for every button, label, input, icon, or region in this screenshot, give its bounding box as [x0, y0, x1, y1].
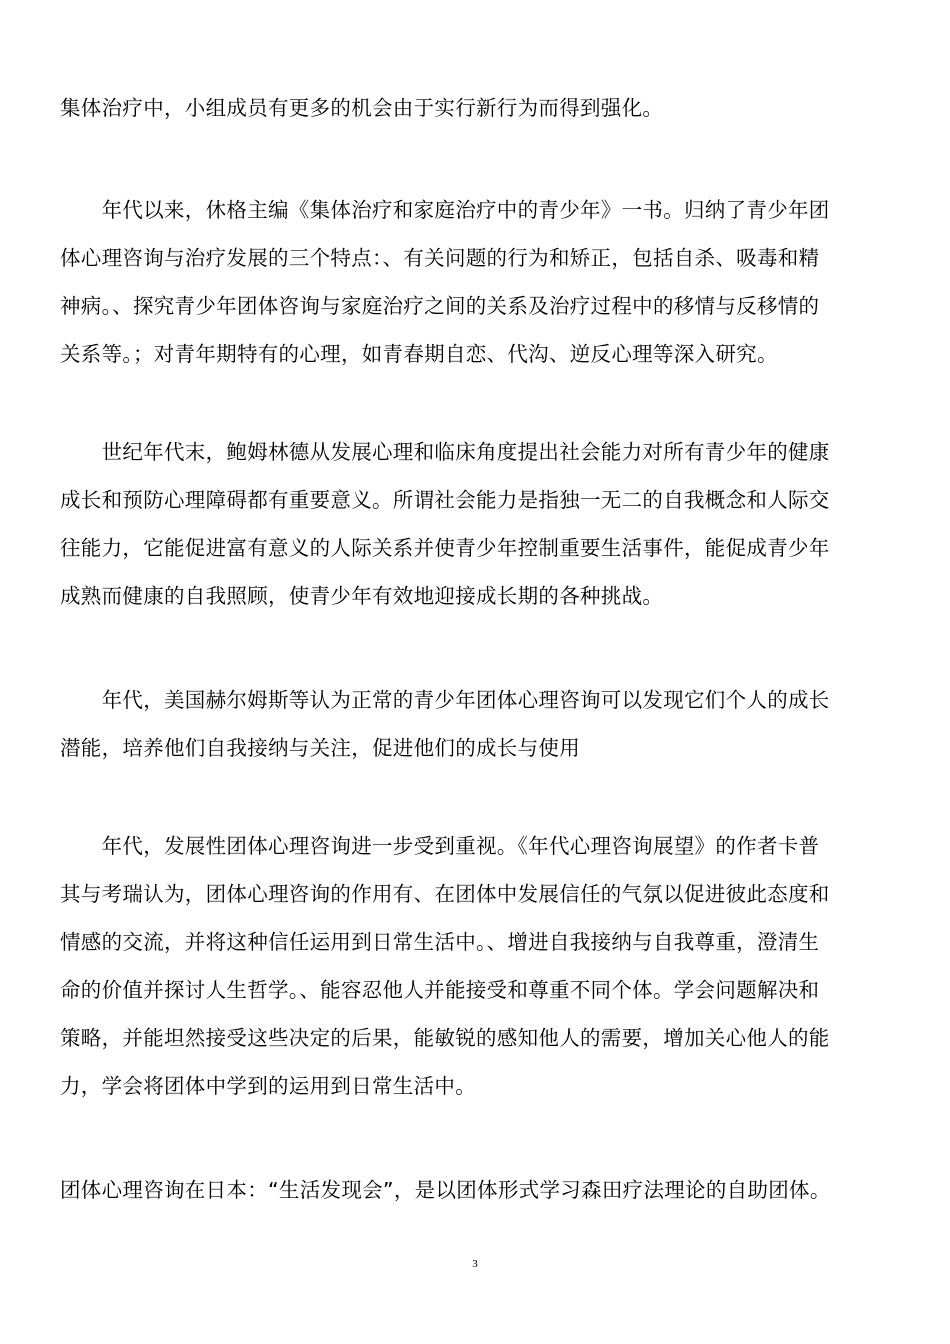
page-number: 3	[472, 1258, 478, 1270]
paragraph-6	[60, 1166, 900, 1214]
paragraph-2	[60, 186, 900, 378]
text-line: 集体治疗中，小组成员有更多的机会由于实行新行为而得到强化。	[60, 96, 664, 120]
text-line: 潜能，培养他们自我接纳与关注，促进他们的成长与使用	[60, 736, 580, 760]
text-line: 成熟而健康的自我照顾，使青少年有效地迎接成长期的各种挑战。	[60, 584, 664, 608]
paragraph-1	[60, 84, 900, 132]
text-line: 世纪年代末，鲍姆林德从发展心理和临床角度提出社会能力对所有青少年的健康	[60, 440, 830, 464]
paragraph-4	[60, 676, 900, 772]
text-line: 力，学会将团体中学到的运用到日常生活中。	[60, 1074, 476, 1098]
paragraph-3	[60, 428, 900, 620]
text-line: 关系等。；对青年期特有的心理，如青春期自恋、代沟、逆反心理等深入研究。	[60, 342, 778, 366]
text-line: 命的价值并探讨人生哲学。、能容忍他人并能接受和尊重不同个体。学会问题解决和	[60, 978, 820, 1002]
text-line: 往能力，它能促进富有意义的人际关系并使青少年控制重要生活事件，能促成青少年	[60, 536, 830, 560]
text-line: 策略，并能坦然接受这些决定的后果，能敏锐的感知他人的需要，增加关心他人的能	[60, 1026, 830, 1050]
text-line: 神病。、探究青少年团体咨询与家庭治疗之间的关系及治疗过程中的移情与反移情的	[60, 294, 820, 318]
text-line: 其与考瑞认为，团体心理咨询的作用有、在团体中发展信任的气氛以促进彼此态度和	[60, 882, 830, 906]
text-line: 年代，发展性团体心理咨询进一步受到重视。《年代心理咨询展望》的作者卡普	[60, 834, 820, 858]
text-line: 年代，美国赫尔姆斯等认为正常的青少年团体心理咨询可以发现它们个人的成长	[60, 688, 830, 712]
text-line: 情感的交流，并将这种信任运用到日常生活中。、增进自我接纳与自我尊重，澄清生	[60, 930, 820, 954]
paragraph-5	[60, 822, 900, 1110]
text-line: 团体心理咨询在日本：“生活发现会”，是以团体形式学习森田疗法理论的自助团体。	[60, 1178, 831, 1202]
text-line: 成长和预防心理障碍都有重要意义。所谓社会能力是指独一无二的自我概念和人际交	[60, 488, 830, 512]
text-line: 年代以来，休格主编《集体治疗和家庭治疗中的青少年》一书。归纳了青少年团	[60, 198, 830, 222]
text-line: 体心理咨询与治疗发展的三个特点：、有关问题的行为和矫正，包括自杀、吸毒和精	[60, 246, 820, 270]
